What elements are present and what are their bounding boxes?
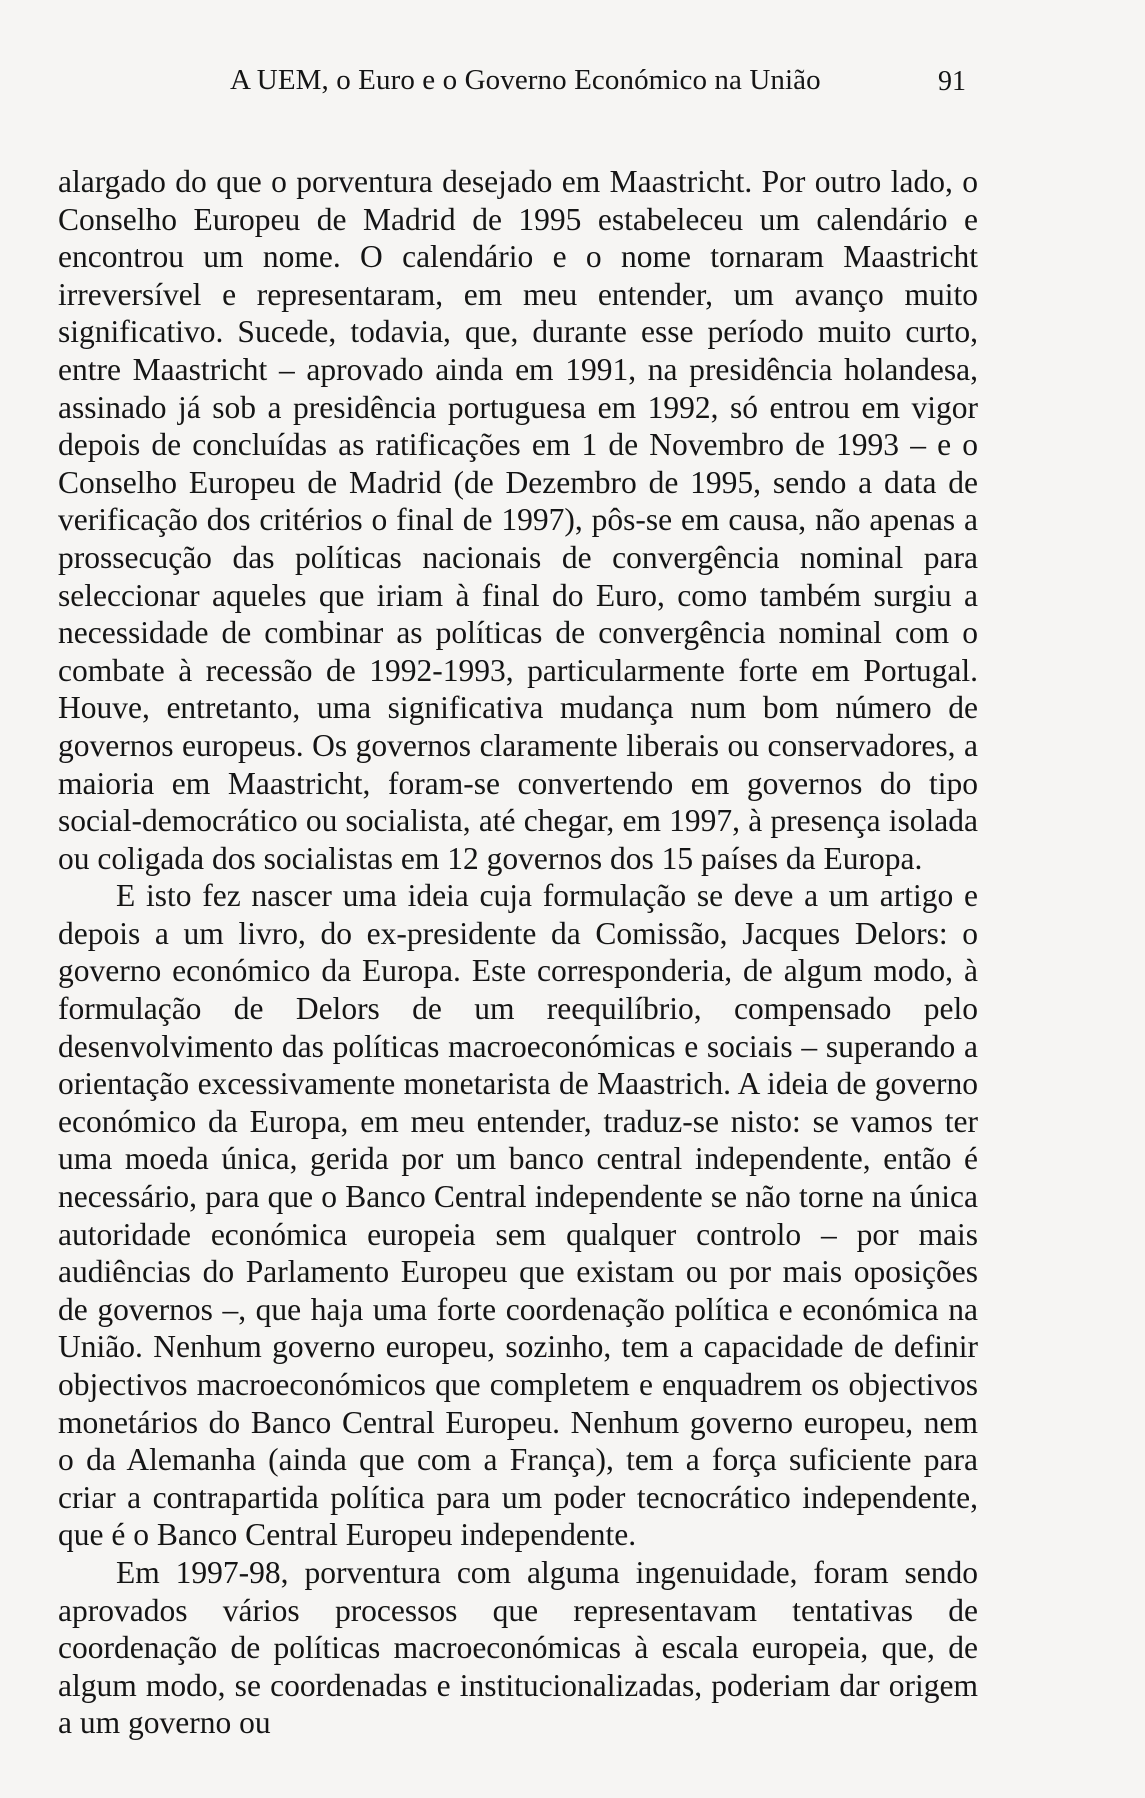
running-title: A UEM, o Euro e o Governo Económico na União: [230, 64, 821, 96]
paragraph-1: alargado do que o porventura desejado em Maastricht. Por outro lado, o Conselho Europeu de Madrid de 1995 estabeleceu um calendário e encontrou um nome. O calendário e o nome tornaram Maastricht irreversível e representaram, em meu entender, um avanço muito significativo. Sucede, todavia, que, durante esse período muito curto, entre Maastricht – aprovado ainda em 1991, na presidência holandesa, assinado já sob a presidência portuguesa em 1992, só entrou em vigor depois de concluídas as ratificações em 1 de Novembro de 1993 – e o Conselho Europeu de Madrid (de Dezembro de 1995, sendo a data de verificação dos critérios o final de 1997), pôs-se em causa, não apenas a prossecução das políticas nacionais de convergência nominal para seleccionar aqueles que iriam à final do Euro, como também surgiu a necessidade de combinar as políticas de convergência nominal com o combate à recessão de 1992-1993, particularmente forte em Portugal. Houve, entretanto, uma significativa mudança num bom número de governos europeus. Os governos claramente liberais ou conservadores, a maioria em Maastricht, foram-se convertendo em governos do tipo social-democrático ou socialista, até chegar, em 1997, à presença isolada ou coligada dos socialistas em 12 governos dos 15 países da Europa.: [58, 164, 978, 876]
page-number: 91: [938, 66, 966, 97]
paragraph-3: Em 1997-98, porventura com alguma ingenuidade, foram sendo aprovados vários processos que representavam tentativas de coordenação de políticas macroeconómicas à escala europeia, que, de algum modo, se coordenadas e institucionalizadas, poderiam dar origem a um governo ou: [58, 1554, 978, 1741]
paragraph-2: E isto fez nascer uma ideia cuja formulação se deve a um artigo e depois a um livro, do ex-presidente da Comissão, Jacques Delors: o governo económico da Europa. Este corresponderia, de algum modo, à formulação de Delors de um reequilíbrio, compensado pelo desenvolvimento das políticas macroeconómicas e sociais – superando a orientação excessivamente monetarista de Maastrich. A ideia de governo económico da Europa, em meu entender, traduz-se nisto: se vamos ter uma moeda única, gerida por um banco central independente, então é necessário, para que o Banco Central independente se não torne na única autoridade económica europeia sem qualquer controlo – por mais audiências do Parlamento Europeu que existam ou por mais oposições de governos –, que haja uma forte coordenação política e económica na União. Nenhum governo europeu, sozinho, tem a capacidade de definir objectivos macroeconómicos que completem e enquadrem os objectivos monetários do Banco Central Europeu. Nenhum governo europeu, nem o da Alemanha (ainda que com a França), tem a força suficiente para criar a contrapartida política para um poder tecnocrático independente, que é o Banco Central Europeu independente.: [58, 878, 978, 1553]
body-text: [58, 163, 978, 1742]
